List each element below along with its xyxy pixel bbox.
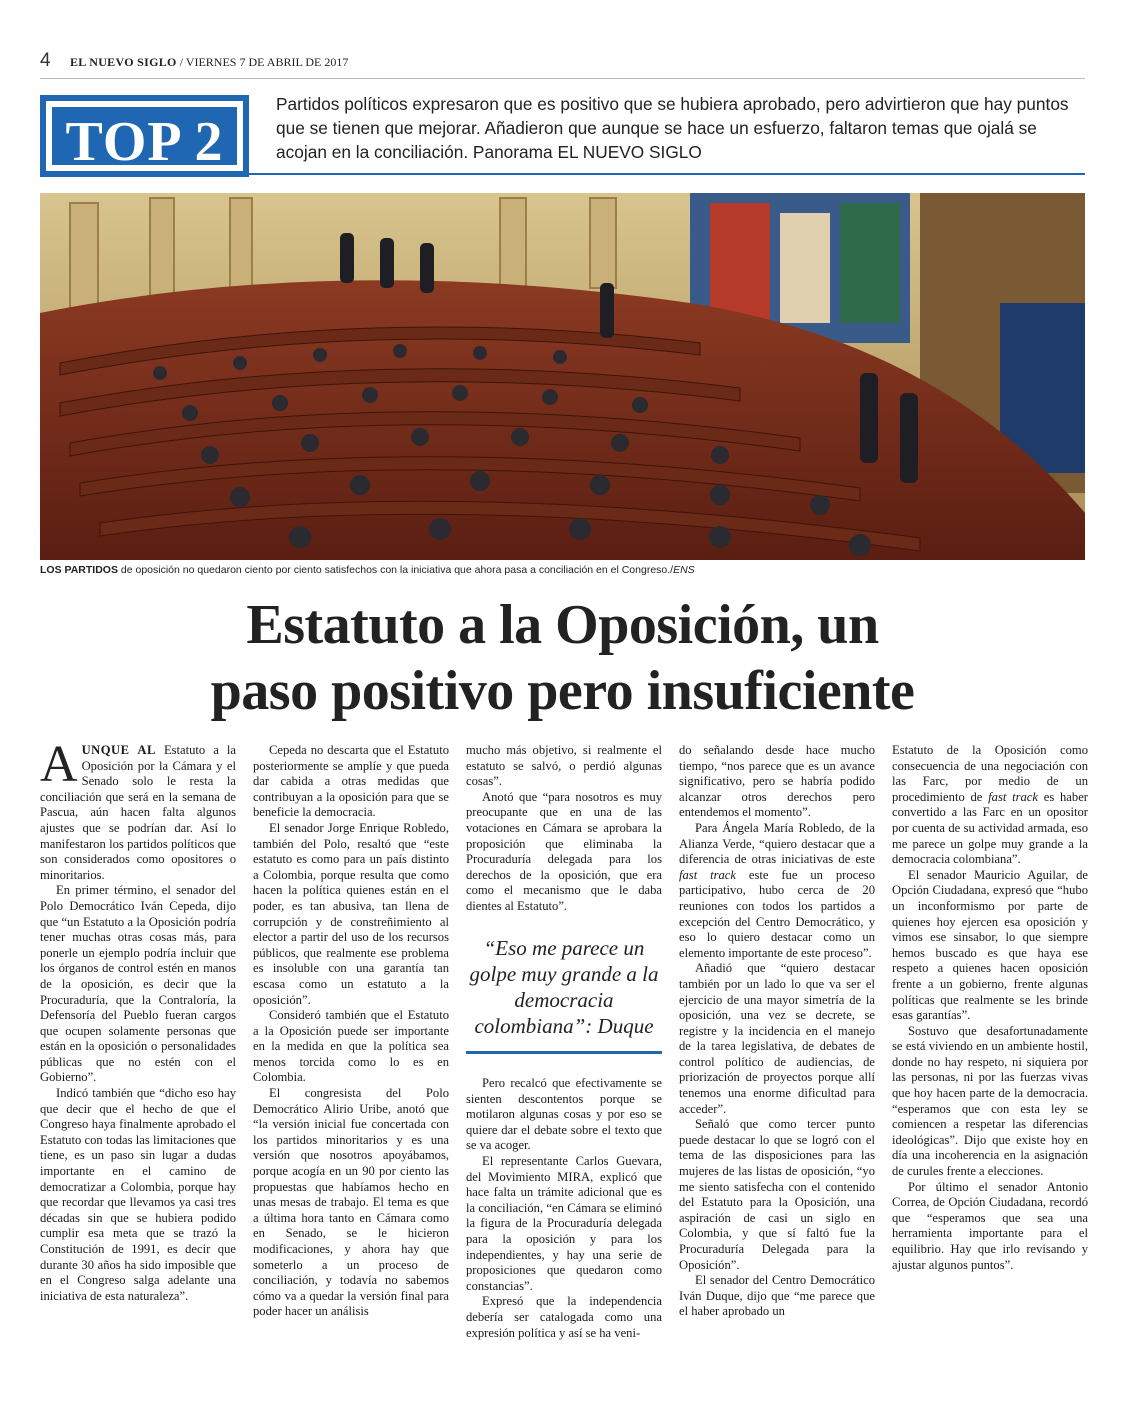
paragraph: do señalando desde hace mucho tiempo, “nos parece que es un avance significativo, pero se habría podido alcanzar otros derechos pero entendemos el momento”. (679, 743, 875, 820)
paragraph (40, 736, 236, 883)
masthead (70, 55, 348, 70)
photo-caption (40, 564, 695, 576)
paragraph (892, 743, 1088, 868)
article-column-1 (40, 736, 236, 1304)
paragraph: Pero recalcó que efectivamente se sienten descontentos porque se motilaron algunas cosas y por eso se quiere dar el debate sobre el texto que se va acoger. (466, 1076, 662, 1153)
page-number: 4 (40, 50, 51, 71)
pull-quote: “Eso me parece un golpe muy grande a la democracia colombiana”: Duque (469, 936, 659, 1038)
paragraph: mucho más objetivo, si realmente el estatuto se salvó, o perdió algunas cosas”. (466, 743, 662, 789)
article-column-3-top (466, 743, 662, 915)
paragraph: Sostuvo que desafortunadamente se está viviendo en un ambiente hostil, donde no hay respeto, ni siquiera por las personas, ni por las fuerzas vivas que hoy hacen parte de la democracia. “esperamos que con esta ley se comiencen a respetar las diferencias ideológicas”. Dijo que existe hoy en día una incoherencia en la asignación de curules frente a elecciones. (892, 1023, 1088, 1179)
paragraph: Indicó también que “dicho eso hay que decir que el hecho de que el Congreso haya finalmente aprobado el Estatuto con todas las limitaciones que tiene, es un paso sin lugar a dudas importante en el camino de democratizar a Colombia, porque hay que recordar que llevamos ya casi tres décadas sin que se hubiera podido cumplir esa meta que se trazó la Constitución de 1991, es decir que durante 30 años ha sido imposible que en el Congreso salga adelante una iniciativa de esta naturaleza”. (40, 1086, 236, 1303)
caption-credit: ENS (673, 564, 695, 576)
top-summary: Partidos políticos expresaron que es positivo que se hubiera aprobado, pero advirtieron que hay puntos que se tienen que mejorar. Añadieron que aunque se hace un esfuerzo, faltaron temas que ojalá se acojan en la conciliación. Panorama EL NUEVO SIGLO (276, 94, 1069, 162)
publication-name: EL NUEVO SIGLO (70, 55, 177, 69)
issue-date: / VIERNES 7 DE ABRIL DE 2017 (179, 55, 349, 69)
paragraph: Añadió que “quiero destacar también por un lado lo que va ser el ejercicio de una mayor simetría de la oposición, una vez se decrete, se registre y la incidencia en el manejo de la tarea legislativa, de debates de control político de audiencias, de priorización de proyectos porque allí tenemos una enorme dificultad para acceder”. (679, 961, 875, 1116)
paragraph-text: este fue un proceso participativo, hubo cerca de 20 reuniones con todos los partidos a excepción del Centro Democrático, y eso lo quiero destacar como un elemento importante de este proceso”. (679, 867, 875, 960)
paragraph: El senador Mauricio Aguilar, de Opción Ciudadana, expresó que “hubo un inconformismo por parte de quienes hoy ejercen esa oposición y vimos ese sinsabor, lo que siempre hemos buscado es que haya ese respeto a quienes hacen oposición frente a un gobierno, frente algunas políticas que realmente se les brinde esas garantías”. (892, 867, 1088, 1023)
caption-text: de oposición no quedaron ciento por ciento satisfechos con la iniciativa que ahora pasa a conciliación en el Congreso./ (117, 564, 674, 576)
paragraph: Cepeda no descarta que el Estatuto posteriormente se amplíe y que pueda dar cabida a otras medidas que contribuyan a la oposición para que se beneficie la democracia. (253, 743, 449, 820)
lead-in: UNQUE AL (81, 743, 156, 757)
paragraph: El senador del Centro Democrático Iván Duque, dijo que “me parece que el haber aprobado un (679, 1273, 875, 1319)
top-rule (249, 173, 1085, 175)
chamber-illustration (40, 193, 1085, 560)
drop-cap: A (40, 736, 78, 793)
paragraph: Anotó que “para nosotros es muy preocupante que en una de las votaciones en Cámara se aprobara la proposición que eliminaba la Procuraduría delegada para los derechos de la oposición, que era como el mecanismo que le daba dientes al Estatuto”. (466, 789, 662, 913)
paragraph: En primer término, el senador del Polo Democrático Iván Cepeda, dijo que “un Estatuto a la Oposición podría tener muchas otras cosas más, para ponerle un ejemplo podría incluir que los órganos de control estén en manos de la oposición, es decir que la Procuraduría, que la Contraloría, la Defensoría del Pueblo fueran cargos que ocupen solamente personas que están en la oposición o personalidades públicas que no estén con el Gobierno”. (40, 883, 236, 1085)
top-badge-fill (52, 107, 237, 173)
paragraph: Expresó que la independencia debería ser catalogada como una expresión política y así se ha veni- (466, 1294, 662, 1340)
paragraph: Consideró también que el Estatuto a la Oposición puede ser importante en la medida en que la política sea menos torcida como lo es en Colombia. (253, 1008, 449, 1085)
top-badge-label: TOP 2 (65, 111, 224, 173)
paragraph-text: Estatuto a la Oposición por la Cámara y el Senado solo le resta la conciliación que será en la semana de Pascua, aún hacen falta algunos ajustes que se podrían dar. Así lo manifestaron los partidos políticos que son considerados como opositores o minoritarios. (40, 743, 236, 882)
congress-chamber-photo (40, 193, 1085, 560)
page-header (40, 50, 1085, 79)
caption-lead: LOS PARTIDOS (40, 564, 118, 576)
paragraph: El representante Carlos Guevara, del Movimiento MIRA, explicó que hace falta un trámite adicional que es la conciliación, “en Cámara se eliminó la figura de la Procuraduría delegada para la oposición y para los independientes, y hay una serie de proposiciones que quedaron como constancias”. (466, 1153, 662, 1293)
article-column-3-bottom (466, 1076, 662, 1341)
paragraph-text: Estatuto de la Oposición como consecuencia de una negociación con las Farc, por medio de un procedimiento de (892, 743, 1088, 804)
article-column-5 (892, 743, 1088, 1273)
paragraph: Por último el senador Antonio Correa, de Opción Ciudadana, recordó que “esperamos que sea una herramienta importante para el equilibrio. Hay que irlo revisando y ajustar algunos puntos”. (892, 1179, 1088, 1272)
paragraph-text: Para Ángela María Robledo, de la Alianza Verde, “quiero destacar que a diferencia de otras iniciativas de este (679, 820, 875, 867)
article-headline (40, 592, 1085, 724)
article-column-4 (679, 743, 875, 1320)
paragraph: El senador Jorge Enrique Robledo, también del Polo, resaltó que “este estatuto es como para un país distinto a Colombia, porque resulta que como hacen la política quienes están en el poder, es tan abusiva, tan llena de corrupción y de constreñimiento al elector a partir del uso de los recursos públicos, que realmente ese problema es insoluble con una garantía tan escasa como un estatuto a la oposición”. (253, 820, 449, 1007)
pull-quote-rule (466, 1051, 662, 1054)
headline-line-2: paso positivo pero insuficiente (210, 660, 915, 722)
article-column-2 (253, 743, 449, 1320)
top-badge (40, 95, 249, 177)
paragraph: Señaló que como tercer punto puede destacar lo que se logró con el tema de las disposiciones para las mujeres de las listas de oposición, “yo me siento satisfecha con el contenido del Estatuto para la Oposición, una aspiración de casi un siglo en Colombia, y que sí faltó fue la Procuraduría Delegada para la Oposición”. (679, 1117, 875, 1272)
paragraph (679, 821, 875, 961)
paragraph-italic: fast track (679, 867, 736, 882)
paragraph-italic: fast track (988, 789, 1038, 804)
headline-line-1: Estatuto a la Oposición, un (246, 594, 879, 656)
paragraph: El congresista del Polo Democrático Alirio Uribe, anotó que “la versión inicial fue concertada con los partidos minoritarios y es una versión que nosotros apoyábamos, porque acogía en un 90 por ciento las propuestas que habíamos hecho en unas mesas de trabajo. El tema es que a última hora tanto en Cámara como en Senado, se le hicieron modificaciones, y ahora hay que someterlo a un proceso de conciliación, y todavía no sabemos cómo va a quedar la versión final para poder hacer un análisis (253, 1086, 449, 1319)
paragraph-text: es haber convertido a las Farc en un opositor por cuenta de su actividad armada, eso me parece un golpe muy grande a la democracia colombiana”. (892, 789, 1088, 867)
